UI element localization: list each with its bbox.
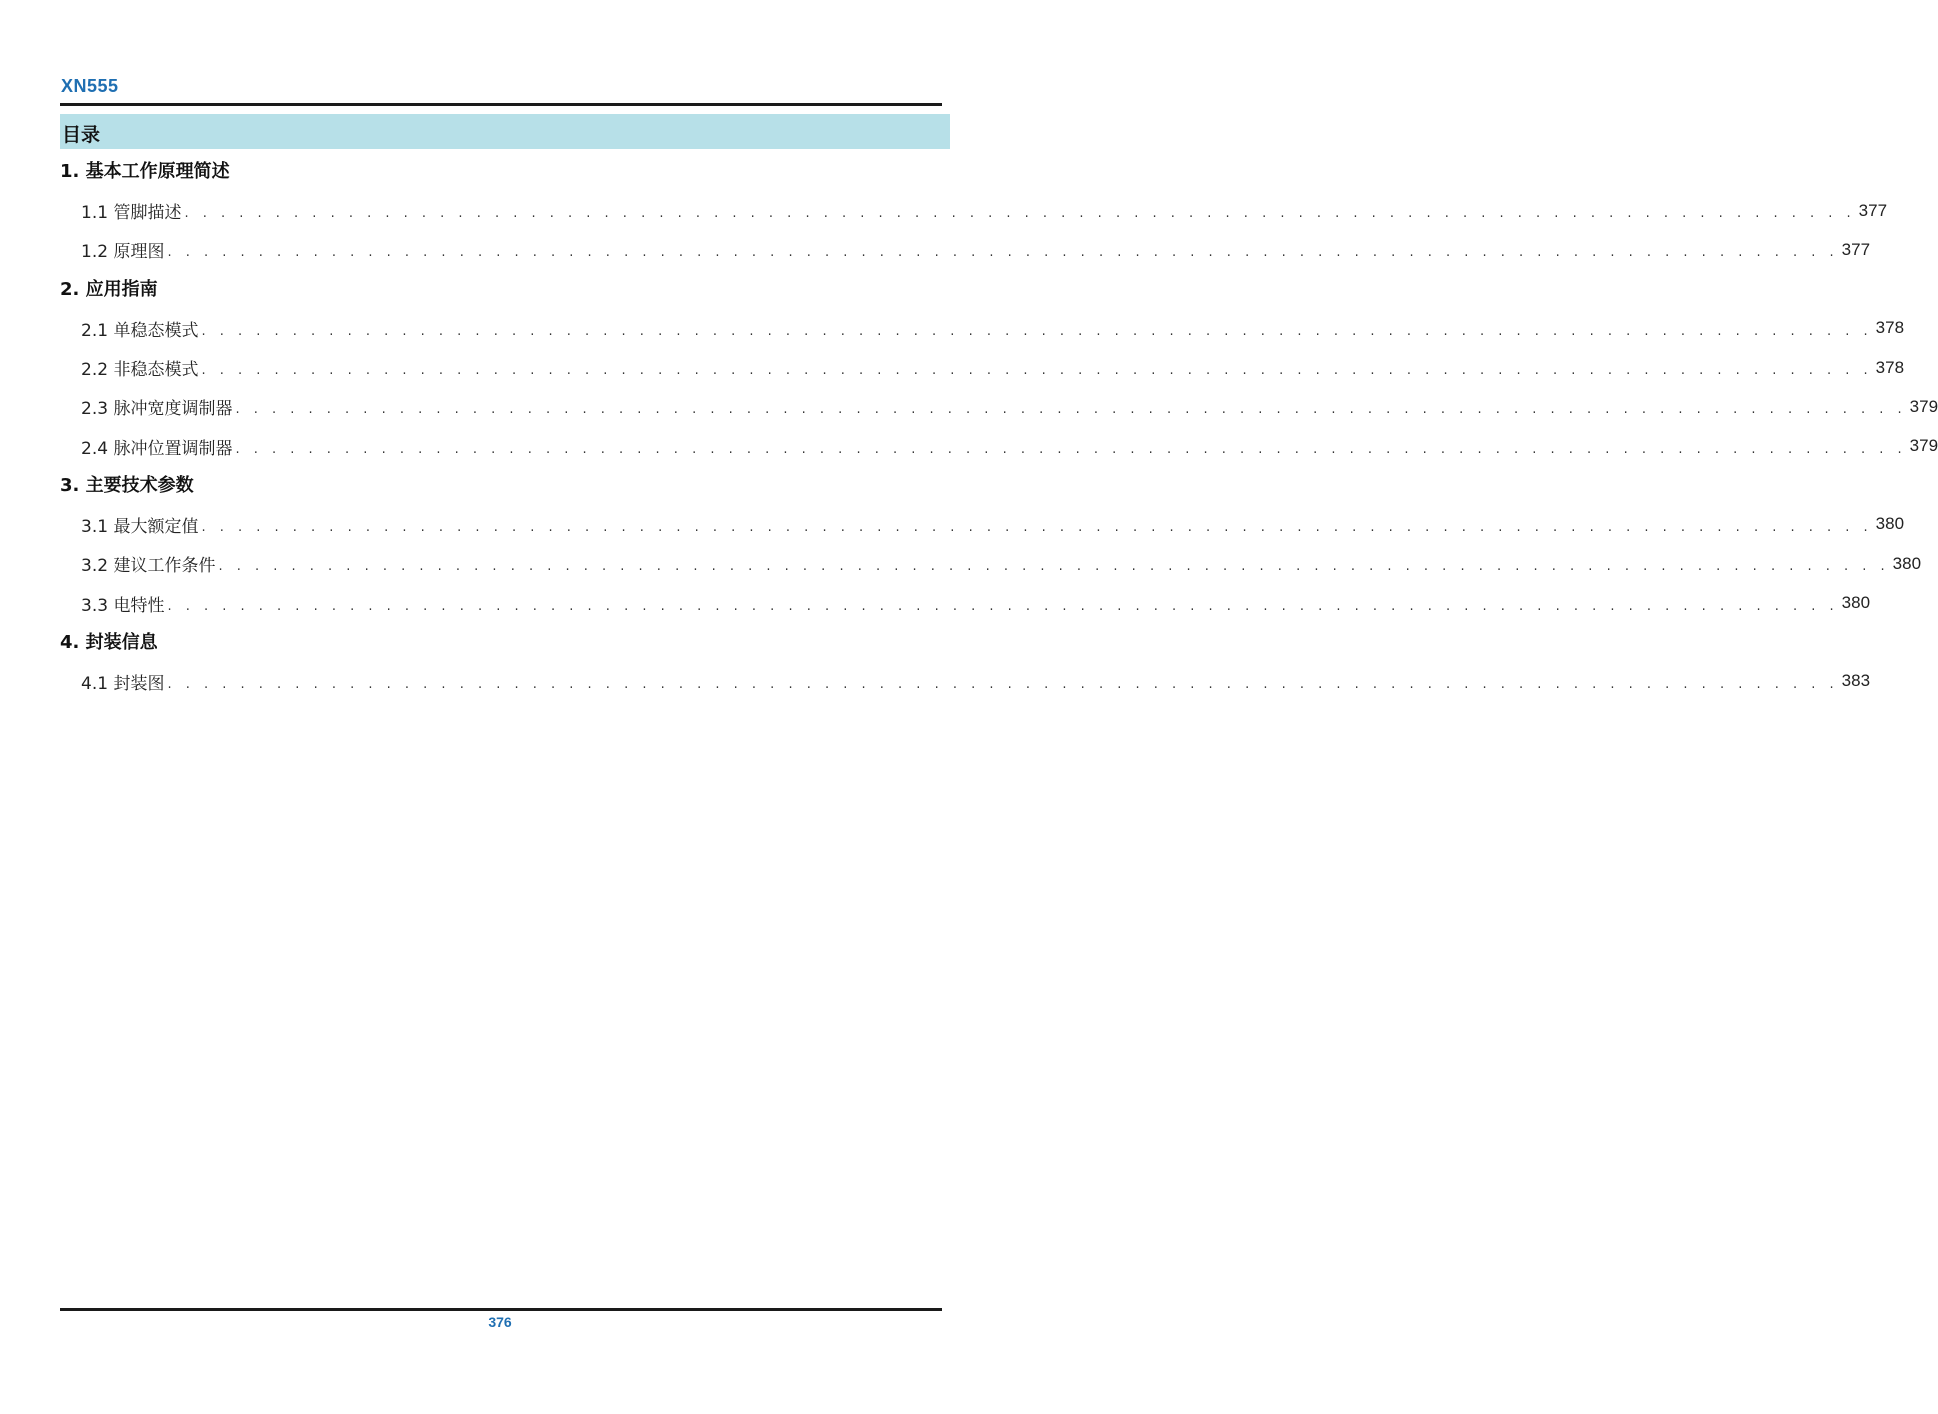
toc-banner <box>60 114 950 149</box>
toc-leader-dots: . . . . . . . . . . . . . . . . . . . . . . . . . . . . . . . . . . . . . . . . . . . . . . . . . . . . . . . . . . . . . . . . . . . . . . . . . . . . . . . . . . . . . . . . . . . . <box>167 676 1839 692</box>
header-divider <box>60 103 942 106</box>
footer-divider <box>60 1308 942 1311</box>
toc-entry[interactable] <box>60 505 1905 544</box>
toc-entry[interactable] <box>60 387 1938 426</box>
document-title: XN555 <box>61 76 119 96</box>
toc-leader-dots: . . . . . . . . . . . . . . . . . . . . . . . . . . . . . . . . . . . . . . . . . . . . . . . . . . . . . . . . . . . . . . . . . . . . . . . . . . . . . . . . . . . . . . . . . . . . <box>167 245 1839 261</box>
toc-entry-label: 2.1 单稳态模式 <box>81 320 199 341</box>
toc-leader-dots: . . . . . . . . . . . . . . . . . . . . . . . . . . . . . . . . . . . . . . . . . . . . . . . . . . . . . . . . . . . . . . . . . . . . . . . . . . . . . . . . . . . . . . . . . . . . <box>218 559 1890 575</box>
toc-entry-label: 2.4 脉冲位置调制器 <box>81 438 233 459</box>
toc-entry[interactable] <box>60 426 1938 465</box>
toc-entry[interactable] <box>60 662 1871 701</box>
toc-entry-page: 383 <box>1841 671 1871 691</box>
toc-entry[interactable] <box>60 309 1905 348</box>
toc-section-heading: 3. 主要技术参数 <box>60 474 194 496</box>
toc-entry[interactable] <box>60 583 1871 622</box>
toc-entry[interactable] <box>60 348 1905 387</box>
toc-entry-label: 4.1 封装图 <box>81 673 165 694</box>
toc-entry-page: 378 <box>1875 357 1905 377</box>
table-of-contents <box>60 152 1938 701</box>
toc-entry[interactable] <box>60 544 1922 583</box>
page-number: 376 <box>488 1314 512 1330</box>
toc-leader-dots: . . . . . . . . . . . . . . . . . . . . . . . . . . . . . . . . . . . . . . . . . . . . . . . . . . . . . . . . . . . . . . . . . . . . . . . . . . . . . . . . . . . . . . . . . . . . <box>201 323 1873 339</box>
toc-entry-label: 3.1 最大额定值 <box>81 516 199 537</box>
toc-entry-page: 379 <box>1909 396 1938 416</box>
toc-leader-dots: . . . . . . . . . . . . . . . . . . . . . . . . . . . . . . . . . . . . . . . . . . . . . . . . . . . . . . . . . . . . . . . . . . . . . . . . . . . . . . . . . . . . . . . . . . . . <box>235 441 1907 457</box>
toc-section-heading: 2. 应用指南 <box>60 278 158 300</box>
toc-leader-dots: . . . . . . . . . . . . . . . . . . . . . . . . . . . . . . . . . . . . . . . . . . . . . . . . . . . . . . . . . . . . . . . . . . . . . . . . . . . . . . . . . . . . . . . . . . . . <box>201 363 1873 379</box>
toc-entry-label: 1.1 管脚描述 <box>81 203 182 224</box>
toc-leader-dots: . . . . . . . . . . . . . . . . . . . . . . . . . . . . . . . . . . . . . . . . . . . . . . . . . . . . . . . . . . . . . . . . . . . . . . . . . . . . . . . . . . . . . . . . . . . . <box>184 206 1856 222</box>
toc-leader-dots: . . . . . . . . . . . . . . . . . . . . . . . . . . . . . . . . . . . . . . . . . . . . . . . . . . . . . . . . . . . . . . . . . . . . . . . . . . . . . . . . . . . . . . . . . . . . <box>167 598 1839 614</box>
toc-entry-page: 379 <box>1909 436 1938 456</box>
toc-title: 目录 <box>62 124 101 146</box>
toc-leader-dots: . . . . . . . . . . . . . . . . . . . . . . . . . . . . . . . . . . . . . . . . . . . . . . . . . . . . . . . . . . . . . . . . . . . . . . . . . . . . . . . . . . . . . . . . . . . . <box>235 402 1907 418</box>
toc-entry[interactable] <box>60 191 1888 230</box>
toc-entry-label: 2.2 非稳态模式 <box>81 360 199 381</box>
toc-entry-page: 380 <box>1892 553 1922 573</box>
toc-entry-page: 380 <box>1875 514 1905 534</box>
toc-entry-page: 378 <box>1875 318 1905 338</box>
toc-section-heading: 4. 封装信息 <box>60 631 158 653</box>
toc-entry-label: 1.2 原理图 <box>81 242 165 263</box>
toc-section-heading: 1. 基本工作原理简述 <box>60 161 230 182</box>
toc-entry-label: 3.3 电特性 <box>81 595 165 616</box>
toc-entry-page: 377 <box>1841 239 1871 259</box>
toc-entry-page: 377 <box>1858 200 1888 220</box>
toc-entry-label: 2.3 脉冲宽度调制器 <box>81 399 233 420</box>
toc-entry-label: 3.2 建议工作条件 <box>81 556 216 577</box>
toc-leader-dots: . . . . . . . . . . . . . . . . . . . . . . . . . . . . . . . . . . . . . . . . . . . . . . . . . . . . . . . . . . . . . . . . . . . . . . . . . . . . . . . . . . . . . . . . . . . . <box>201 519 1873 535</box>
toc-entry-page: 380 <box>1841 593 1871 613</box>
toc-entry[interactable] <box>60 230 1871 269</box>
